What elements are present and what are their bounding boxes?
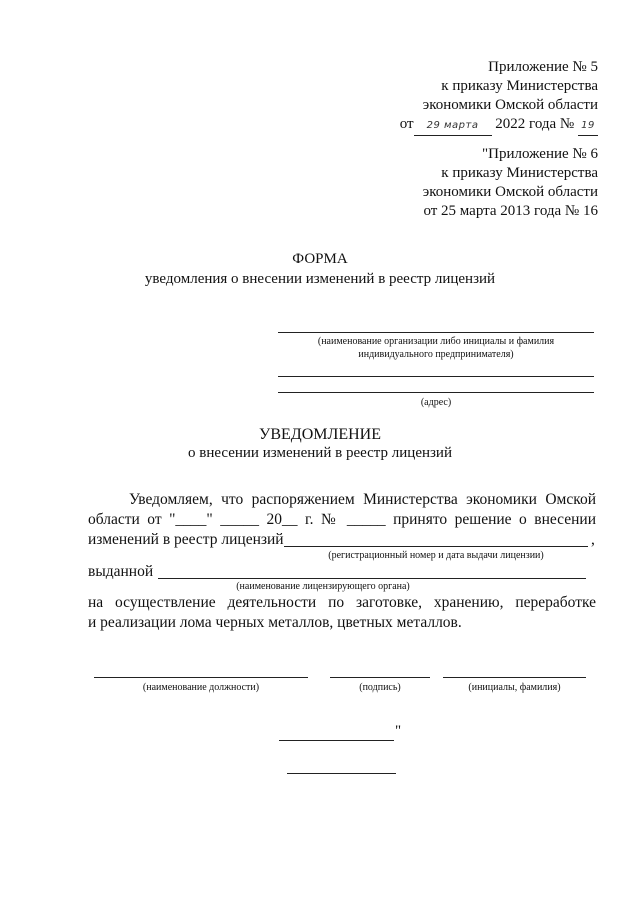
body-p1-line3-comma: , — [591, 531, 595, 548]
appendix-6-line3: экономики Омской области — [422, 184, 598, 200]
date-suffix: 2022 года № — [495, 116, 575, 132]
appendix-6-line1: "Приложение № 6 — [482, 146, 598, 162]
issued-label: выданной — [88, 563, 154, 580]
body-p2-line1: на осуществление деятельности по заготовке, хранению, переработке — [88, 594, 596, 611]
form-title: ФОРМА — [292, 251, 348, 267]
appendix-5-date-line — [298, 115, 598, 136]
address-caption: (адрес) — [420, 397, 452, 408]
org-caption-1: (наименование организации либо инициалы и фамилия — [317, 336, 555, 347]
position-line — [94, 677, 308, 678]
date-prefix: от — [399, 116, 414, 132]
closing-quote: " — [395, 723, 402, 739]
authority-line — [158, 578, 586, 579]
appendix-6-block — [298, 145, 598, 221]
handwritten-number: 19 — [578, 116, 598, 136]
position-caption: (наименование должности) — [142, 682, 260, 693]
closing-line-2 — [287, 773, 396, 774]
body-p1-line2: области от "____" _____ 20__ г. № _____ принято решение о внесении — [88, 511, 596, 528]
appendix-6-line4: от 25 марта 2013 года № 16 — [423, 203, 598, 219]
form-subtitle: уведомления о внесении изменений в реестр лицензий — [144, 271, 496, 287]
address-line-1 — [278, 376, 594, 377]
notice-subtitle: о внесении изменений в реестр лицензий — [187, 445, 452, 461]
body-p2-line2: и реализации лома черных металлов, цветных металлов. — [88, 614, 462, 631]
appendix-5-block — [298, 58, 598, 136]
name-line — [443, 677, 586, 678]
closing-line-1 — [279, 740, 394, 741]
appendix-5-line3: экономики Омской области — [422, 97, 598, 113]
org-name-line — [278, 332, 594, 333]
license-caption: (регистрационный номер и дата выдачи лицензии) — [328, 550, 544, 561]
notice-title: УВЕДОМЛЕНИЕ — [259, 426, 381, 443]
appendix-6-line2: к приказу Министерства — [441, 165, 598, 181]
authority-caption: (наименование лицензирующего органа) — [236, 581, 410, 592]
body-p1-line1: Уведомляем, что распоряжением Министерства экономики Омской — [129, 491, 596, 508]
handwritten-date: 29 марта — [414, 116, 492, 136]
org-caption-2: индивидуального предпринимателя) — [358, 349, 514, 360]
address-line-2 — [278, 392, 594, 393]
name-caption: (инициалы, фамилия) — [468, 682, 561, 693]
signature-line — [330, 677, 430, 678]
body-p1-line3 — [88, 530, 284, 550]
body-p1-line3-text: изменений в реестр лицензий — [88, 531, 284, 548]
license-number-line — [284, 546, 588, 547]
appendix-5-line1: Приложение № 5 — [488, 59, 598, 75]
signature-caption: (подпись) — [359, 682, 401, 693]
appendix-5-line2: к приказу Министерства — [441, 78, 598, 94]
